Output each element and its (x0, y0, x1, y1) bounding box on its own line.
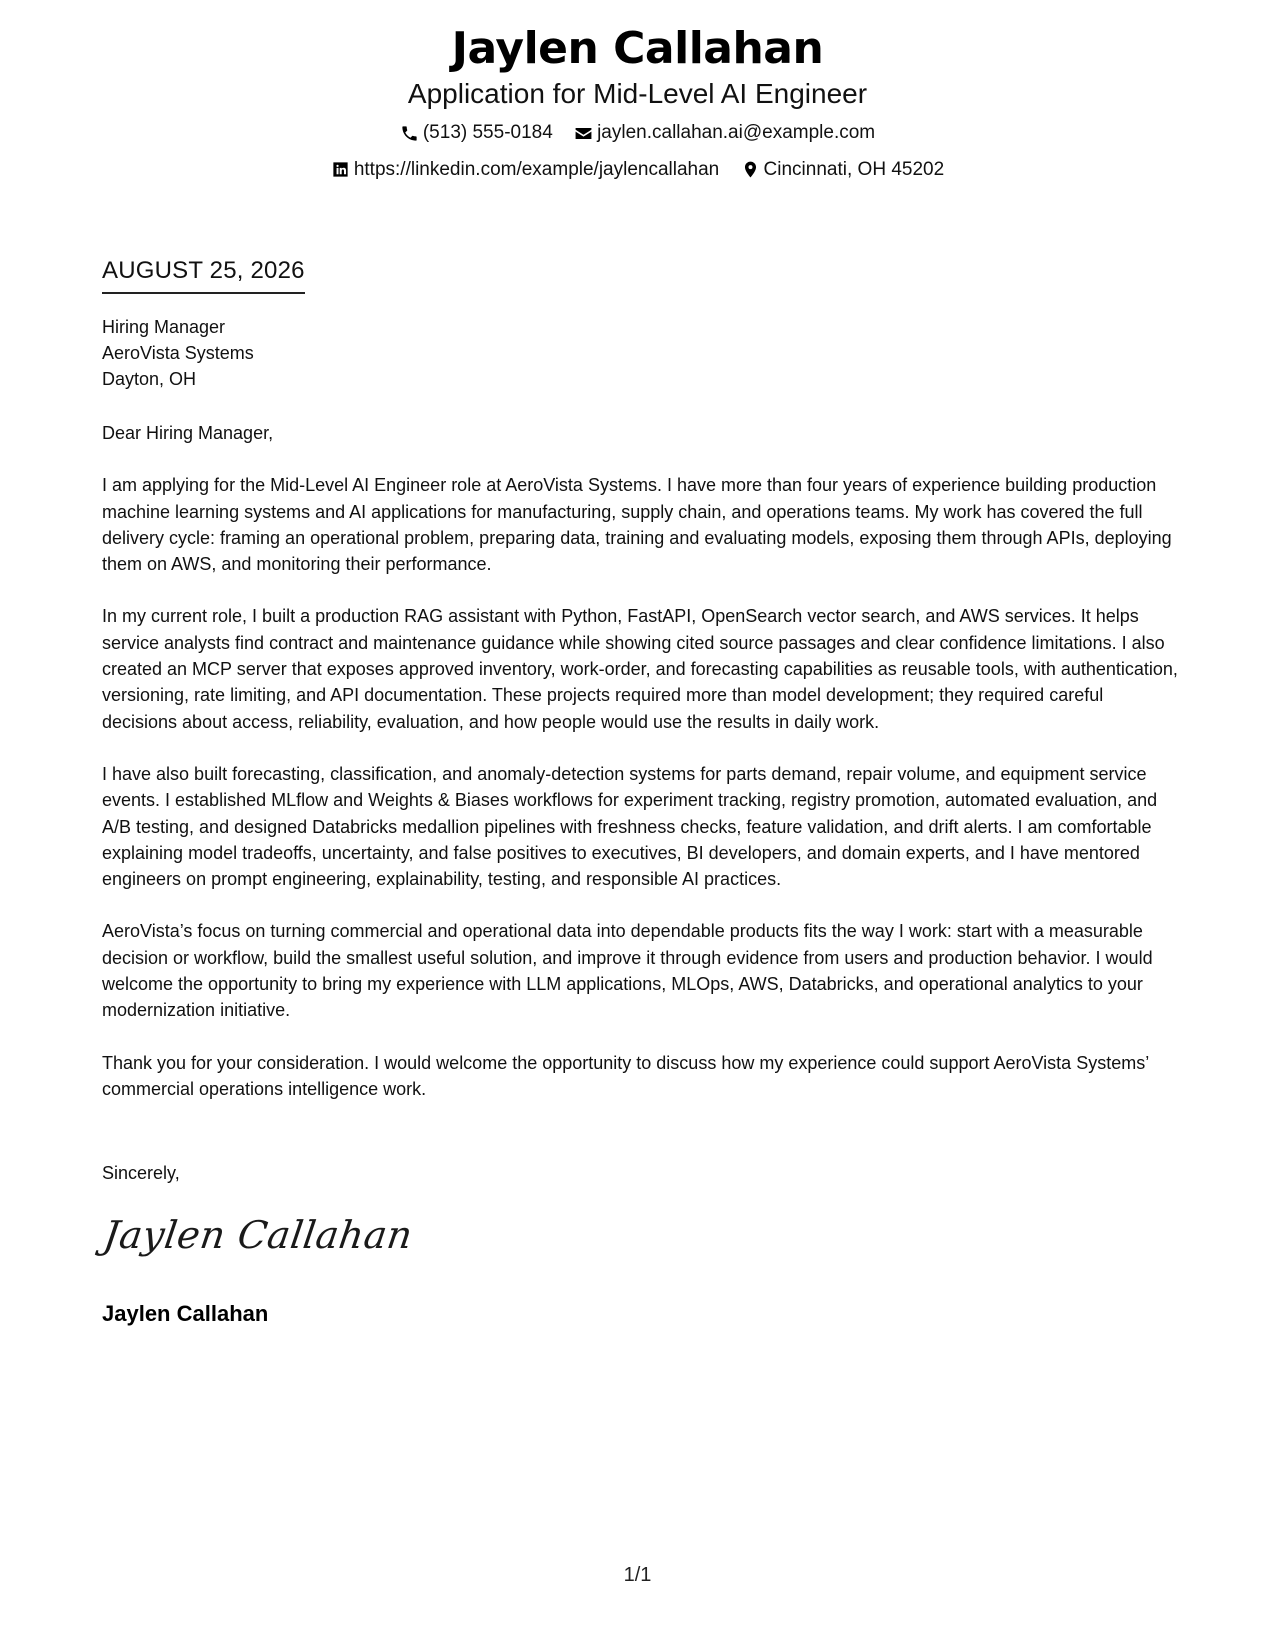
phone-icon (400, 124, 419, 143)
recipient-title: Hiring Manager (102, 317, 226, 337)
map-marker-icon (741, 160, 760, 179)
body-paragraph: AeroVista’s focus on turning commercial and operational data into dependable products fits the way I work: start with a measurable decision or workflow, build the smallest useful solution, and improve it through evidence from users and production behavior. I would welcome the opportunity to bring my experience with LLM applications, MLOps, AWS, Databricks, and operational analytics to your modernization initiative. (102, 921, 1153, 1021)
signed-name: Jaylen Callahan (102, 1301, 269, 1326)
valediction: Sincerely, (102, 1163, 180, 1183)
contact-email[interactable] (574, 122, 875, 144)
envelope-icon (574, 124, 593, 143)
contact-linkedin[interactable] (331, 159, 719, 181)
body-paragraph: I am applying for the Mid-Level AI Engineer role at AeroVista Systems. I have more than four years of experience building production machine learning systems and AI applications for manufacturing, supply chain, and operations teams. My work has covered the full delivery cycle: framing an operational problem, preparing data, training and evaluating models, exposing them through APIs, deploying them on AWS, and monitoring their performance. (102, 475, 1172, 575)
recipient-location: Dayton, OH (102, 369, 197, 389)
applicant-name: Jaylen Callahan (451, 23, 824, 74)
linkedin-icon (331, 160, 350, 179)
contact-line-primary (0, 122, 1275, 149)
salutation: Dear Hiring Manager, (102, 423, 274, 443)
contact-phone (400, 122, 553, 144)
letter-date: AUGUST 25, 2026 (102, 256, 305, 294)
contact-location (741, 159, 945, 181)
location-text: Cincinnati, OH 45202 (763, 158, 945, 180)
email-address[interactable]: jaylen.callahan.ai@example.com (597, 122, 876, 143)
recipient-block (102, 314, 254, 392)
letter-header (0, 22, 1275, 185)
body-paragraph: Thank you for your consideration. I would welcome the opportunity to discuss how my experience could support AeroVista Systems’ commercial operations intelligence work. (102, 1052, 1149, 1099)
application-subtitle: Application for Mid-Level AI Engineer (407, 78, 868, 109)
page-number: 1/1 (623, 1564, 652, 1586)
linkedin-url[interactable]: https://linkedin.com/example/jaylencallahan (353, 158, 720, 180)
recipient-company: AeroVista Systems (102, 343, 254, 363)
body-paragraph: In my current role, I built a production RAG assistant with Python, FastAPI, OpenSearch vector search, and AWS services. It helps service analysts find contract and maintenance guidance while showing cited source passages and clear confidence limitations. I also created an MCP server that exposes approved inventory, work-order, and forecasting capabilities as reusable tools, with authentication, versioning, rate limiting, and API documentation. These projects required more than model development; they required careful decisions about access, reliability, evaluation, and how people would use the results in daily work. (102, 606, 1178, 732)
body-paragraph: I have also built forecasting, classification, and anomaly-detection systems for parts demand, repair volume, and equipment service events. I established MLflow and Weights & Biases workflows for experiment tracking, registry promotion, automated evaluation, and A/B testing, and designed Databricks medallion pipelines with freshness checks, feature validation, and drift alerts. I am comfortable explaining model tradeoffs, uncertainty, and false positives to executives, BI developers, and domain experts, and I have mentored engineers on prompt engineering, explainability, testing, and responsible AI practices. (102, 763, 1158, 890)
handwritten-signature: Jaylen Callahan (100, 1213, 416, 1257)
contact-line-secondary (0, 159, 1275, 186)
phone-number: (513) 555-0184 (422, 122, 553, 143)
letter-body (102, 420, 1182, 1128)
